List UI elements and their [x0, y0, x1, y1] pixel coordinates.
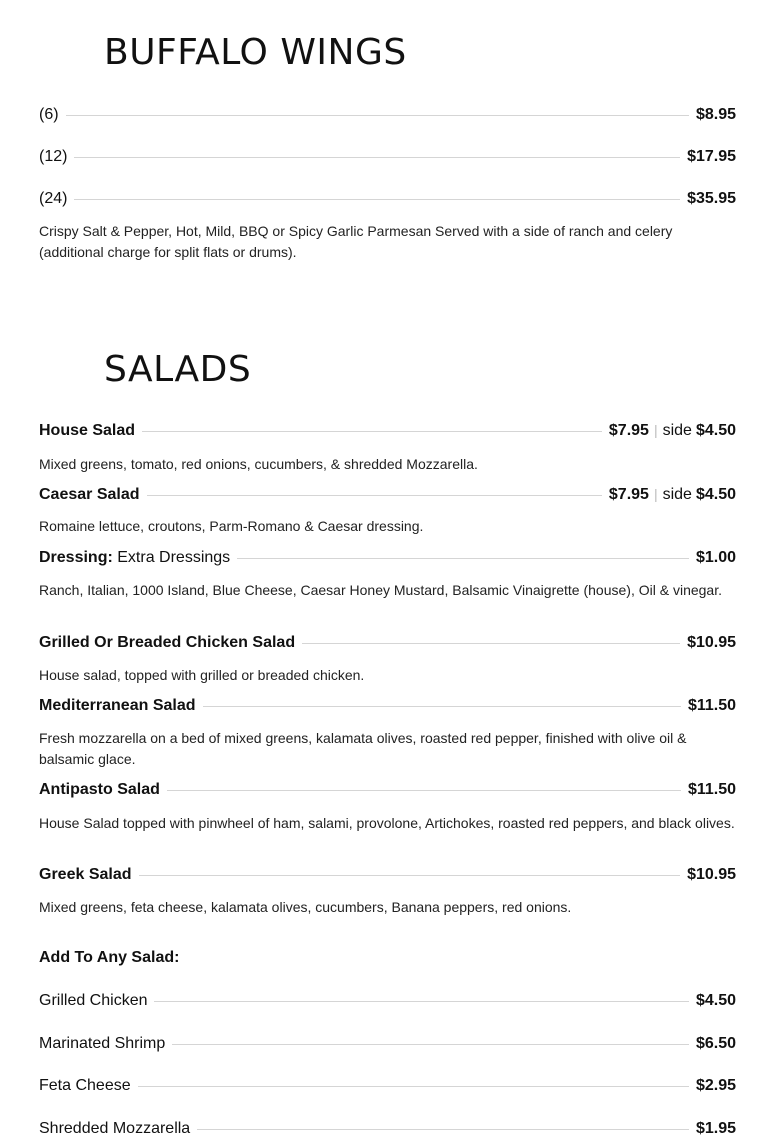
- addons-heading: Add To Any Salad:: [39, 949, 180, 966]
- side-price: $4.50: [695, 486, 736, 503]
- addon-name: Shredded Mozzarella: [39, 1120, 191, 1137]
- item-name: Greek Salad: [39, 866, 132, 883]
- dotted-leader: [139, 875, 681, 876]
- item-name: [39, 549, 230, 567]
- item-description: Ranch, Italian, 1000 Island, Blue Cheese, Caesar Honey Mustard, Balsamic Vinaigrette (house), Oil & vinegar.: [39, 582, 722, 598]
- item-name: House Salad: [39, 422, 136, 439]
- menu-item-row: [39, 546, 736, 570]
- item-name: Antipasto Salad: [39, 781, 160, 798]
- menu-item-row: [39, 419, 736, 443]
- addon-price: $6.50: [695, 1035, 736, 1052]
- addon-name: Marinated Shrimp: [39, 1035, 166, 1052]
- item-description: Mixed greens, feta cheese, kalamata olives, cucumbers, Banana peppers, red onions.: [39, 899, 572, 915]
- item-name: (24): [39, 190, 68, 207]
- price-separator: |: [653, 486, 658, 502]
- side-label: side: [662, 486, 692, 503]
- menu-item-row: [39, 187, 736, 211]
- price-separator: |: [653, 422, 658, 438]
- full-price: $7.95: [608, 422, 649, 439]
- item-price: $35.95: [687, 190, 736, 207]
- menu-item-row: [39, 778, 736, 802]
- wings-description: Crispy Salt & Pepper, Hot, Mild, BBQ or Spicy Garlic Parmesan Served with a side of ranch and celery (additional charge for split flats or drums).: [39, 223, 673, 260]
- item-price: $1.00: [695, 549, 736, 566]
- item-description: Mixed greens, tomato, red onions, cucumbers, & shredded Mozzarella.: [39, 456, 478, 472]
- addon-row: [39, 1032, 736, 1056]
- menu-item-row: [39, 483, 736, 507]
- dressing-label: Dressing:: [39, 549, 113, 566]
- dotted-leader: [172, 1044, 689, 1045]
- item-name: (6): [39, 106, 59, 123]
- dotted-leader: [197, 1129, 689, 1130]
- full-price: $7.95: [608, 486, 649, 503]
- item-name: (12): [39, 148, 68, 165]
- menu-item-row: [39, 103, 736, 127]
- item-name: Caesar Salad: [39, 486, 140, 503]
- dressing-text: Extra Dressings: [117, 549, 231, 566]
- item-price: [609, 422, 736, 440]
- menu-item-row: [39, 694, 736, 718]
- menu-item-row: [39, 863, 736, 887]
- item-description: Fresh mozzarella on a bed of mixed greens, kalamata olives, roasted red pepper, finished with olive oil & balsamic glace.: [39, 730, 687, 767]
- addon-price: $4.50: [695, 992, 736, 1009]
- item-description: House salad, topped with grilled or breaded chicken.: [39, 667, 365, 683]
- dotted-leader: [203, 706, 681, 707]
- addon-row: [39, 989, 736, 1013]
- addon-row: [39, 1074, 736, 1098]
- addon-row: [39, 1117, 736, 1141]
- wings-section-title: BUFFALO WINGS: [104, 32, 407, 73]
- dotted-leader: [142, 431, 602, 432]
- item-description: Romaine lettuce, croutons, Parm-Romano & Caesar dressing.: [39, 518, 424, 534]
- addon-name: Feta Cheese: [39, 1077, 131, 1094]
- dotted-leader: [74, 199, 680, 200]
- side-price: $4.50: [695, 422, 736, 439]
- item-name: Mediterranean Salad: [39, 697, 196, 714]
- item-price: [609, 486, 736, 504]
- item-description: House Salad topped with pinwheel of ham, salami, provolone, Artichokes, roasted red peppers, and black olives.: [39, 815, 735, 831]
- item-price: $10.95: [687, 866, 736, 883]
- item-price: $8.95: [695, 106, 736, 123]
- item-name: Grilled Or Breaded Chicken Salad: [39, 634, 296, 651]
- dotted-leader: [138, 1086, 689, 1087]
- addon-price: $1.95: [695, 1120, 736, 1137]
- item-price: $11.50: [687, 697, 736, 714]
- dotted-leader: [154, 1001, 688, 1002]
- menu-item-row: [39, 631, 736, 655]
- item-price: $11.50: [687, 781, 736, 798]
- dotted-leader: [74, 157, 680, 158]
- menu-item-row: [39, 145, 736, 169]
- item-price: $10.95: [687, 634, 736, 651]
- side-label: side: [662, 422, 692, 439]
- item-price: $17.95: [687, 148, 736, 165]
- salads-section-title: SALADS: [104, 349, 252, 390]
- addon-name: Grilled Chicken: [39, 992, 148, 1009]
- dotted-leader: [237, 558, 689, 559]
- dotted-leader: [167, 790, 681, 791]
- dotted-leader: [302, 643, 680, 644]
- dotted-leader: [66, 115, 689, 116]
- addon-price: $2.95: [695, 1077, 736, 1094]
- dotted-leader: [147, 495, 602, 496]
